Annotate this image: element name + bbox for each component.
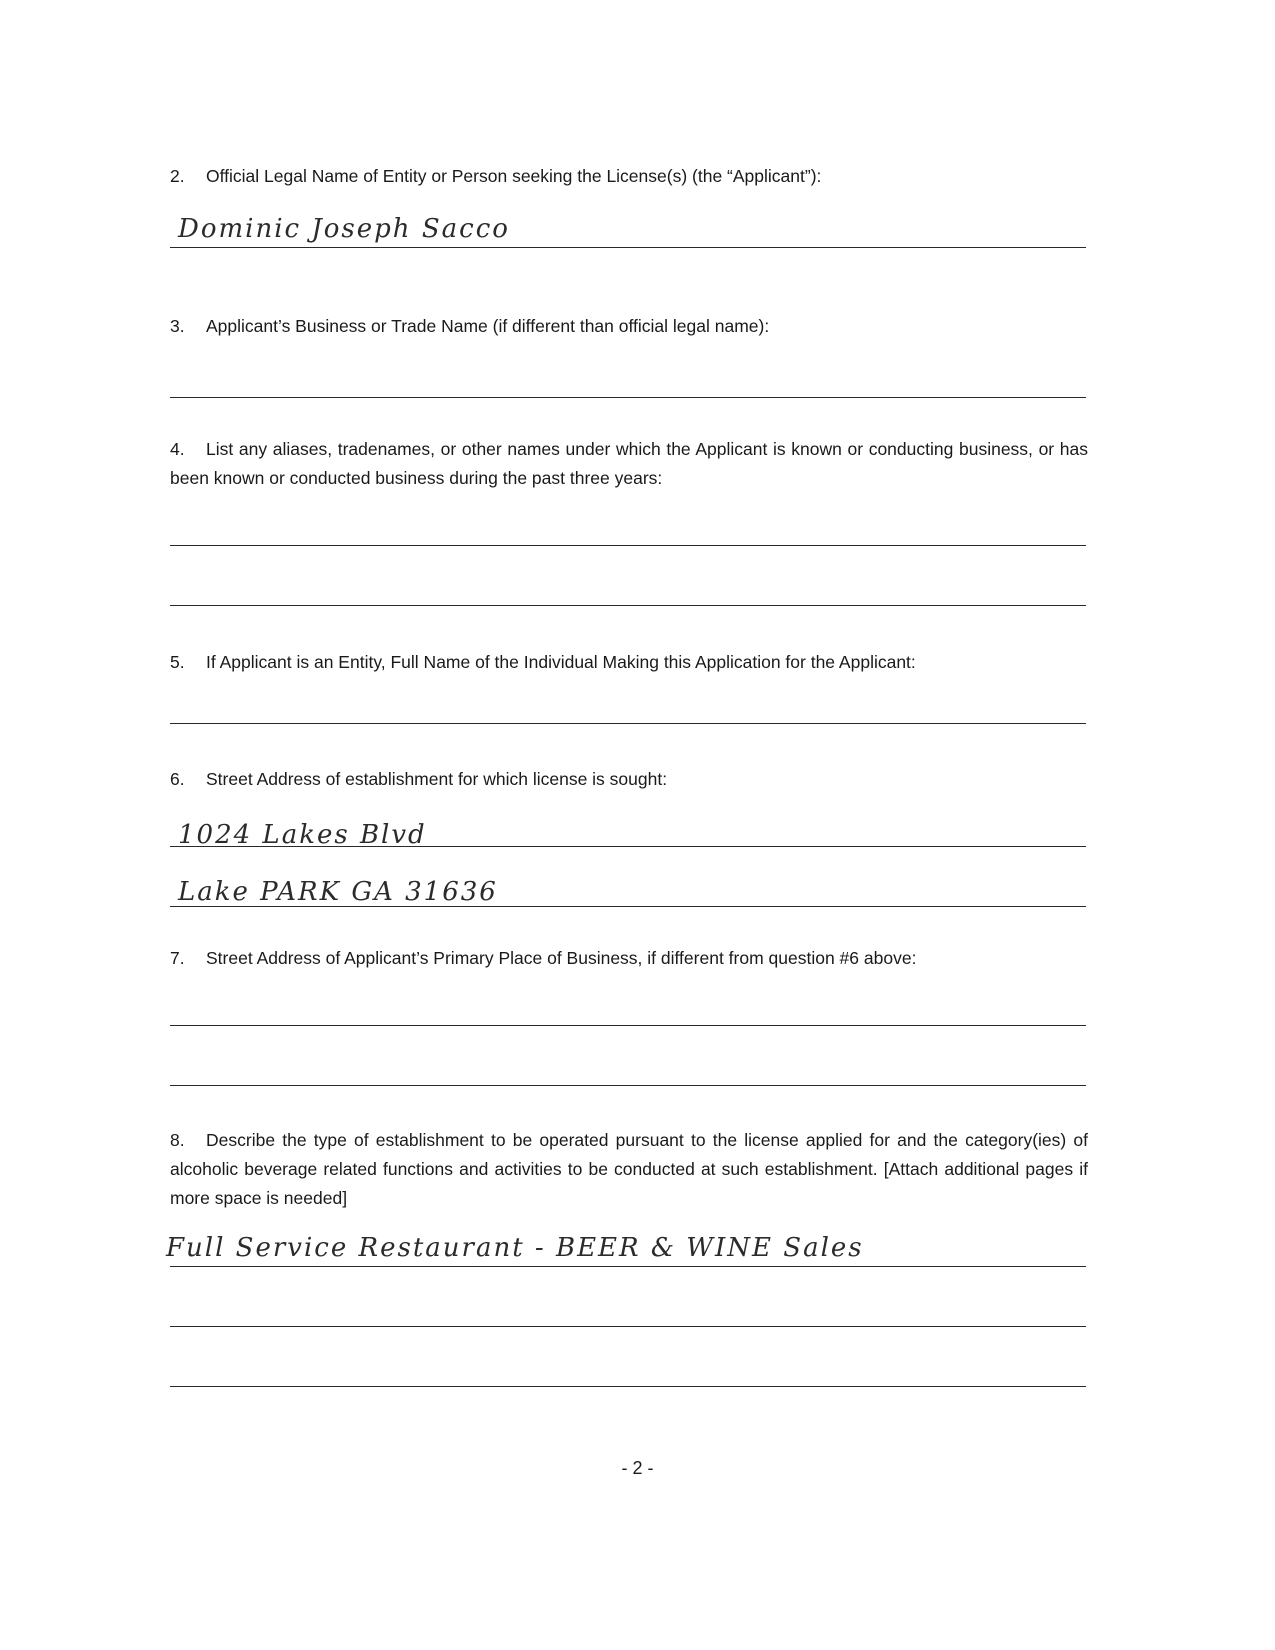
- answer-line-5: [170, 723, 1086, 724]
- question-number: 2.: [170, 166, 185, 186]
- question-2: [170, 162, 1088, 191]
- question-number: 3.: [170, 316, 185, 336]
- question-number: 6.: [170, 769, 185, 789]
- answer-line-6b: [170, 906, 1086, 907]
- question-text: If Applicant is an Entity, Full Name of the Individual Making this Application for the Applicant:: [206, 652, 916, 672]
- answer-2-legal-name[interactable]: Dominic Joseph Sacco: [178, 214, 510, 244]
- answer-6-address-line1[interactable]: 1024 Lakes Blvd: [178, 820, 427, 850]
- question-8: [170, 1126, 1088, 1213]
- question-5: [170, 648, 1088, 677]
- question-number: 4.: [170, 439, 185, 459]
- answer-line-6a: [170, 846, 1086, 847]
- question-text: List any aliases, tradenames, or other names under which the Applicant is known or conducting business, or has been known or conducted business during the past three years:: [170, 439, 1088, 488]
- answer-8-establishment-type[interactable]: Full Service Restaurant - BEER & WINE Sales: [166, 1233, 864, 1263]
- answer-line-7b: [170, 1085, 1086, 1086]
- answer-line-4a: [170, 545, 1086, 546]
- answer-6-address-line2[interactable]: Lake PARK GA 31636: [178, 877, 498, 907]
- answer-line-7a: [170, 1025, 1086, 1026]
- question-3: [170, 312, 1088, 341]
- question-text: Applicant’s Business or Trade Name (if different than official legal name):: [206, 316, 770, 336]
- answer-line-2: [170, 247, 1086, 248]
- answer-line-4b: [170, 605, 1086, 606]
- question-text: Street Address of establishment for which license is sought:: [206, 769, 668, 789]
- question-6: [170, 765, 1088, 794]
- answer-line-3: [170, 397, 1086, 398]
- question-number: 8.: [170, 1130, 185, 1150]
- question-text: Official Legal Name of Entity or Person seeking the License(s) (the “Applicant”):: [206, 166, 822, 186]
- question-number: 5.: [170, 652, 185, 672]
- question-7: [170, 944, 1088, 973]
- answer-line-8c: [170, 1386, 1086, 1387]
- question-number: 7.: [170, 948, 185, 968]
- answer-line-8b: [170, 1326, 1086, 1327]
- question-text: Describe the type of establishment to be operated pursuant to the license applied for and the category(ies) of alcoholic beverage related functions and activities to be conducted at such establishment. [Attach additional pages if more space is needed]: [170, 1130, 1088, 1208]
- page-number: - 2 -: [621, 1458, 654, 1478]
- question-4: [170, 435, 1088, 493]
- answer-line-8a: [170, 1266, 1086, 1267]
- question-text: Street Address of Applicant’s Primary Place of Business, if different from question #6 above:: [206, 948, 917, 968]
